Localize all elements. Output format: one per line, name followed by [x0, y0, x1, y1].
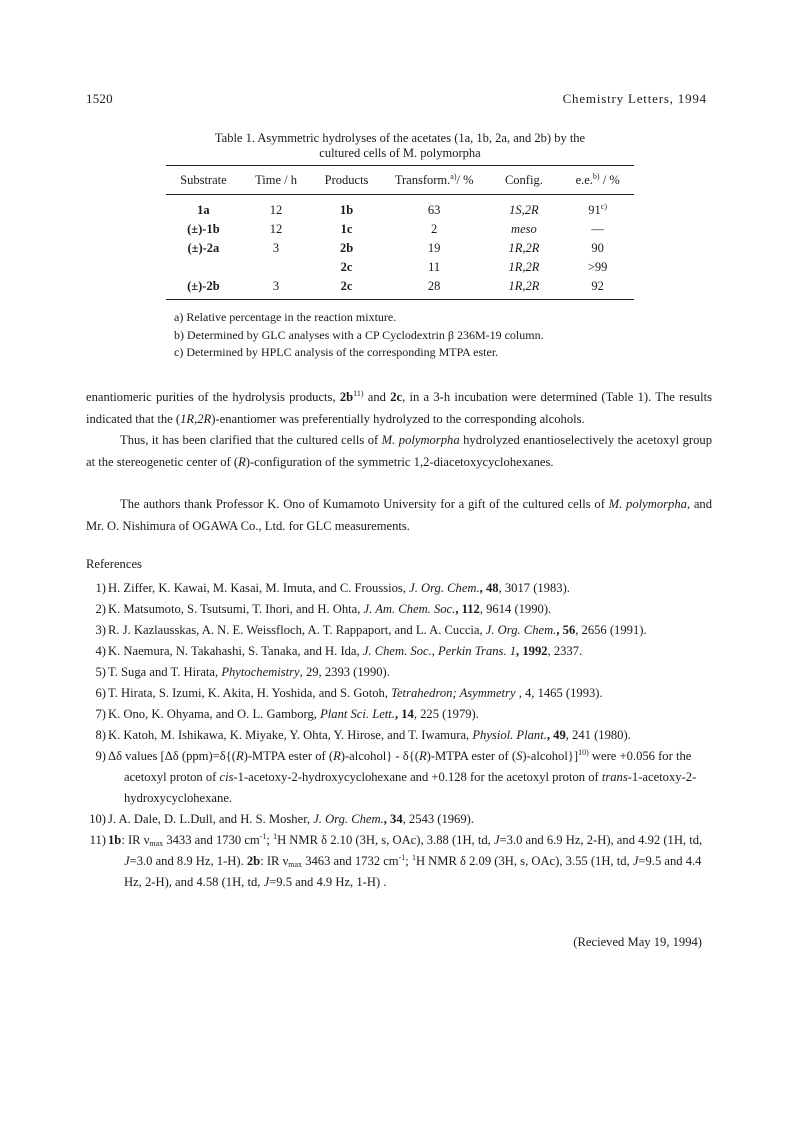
reference-item — [86, 809, 712, 830]
col-ee-label: e.e. — [575, 173, 593, 187]
reference-item — [86, 620, 712, 641]
text-run: H NMR δ 2.09 (3H, s, OAc), 3.55 (1H, td, — [415, 854, 633, 868]
reference-number: 3) — [95, 623, 106, 637]
text-run: -1 — [259, 832, 267, 841]
stereo-descriptor: R — [238, 454, 246, 469]
text-run: trans — [601, 770, 628, 784]
reference-text — [108, 599, 712, 620]
col-transform-unit: / % — [456, 173, 474, 187]
text-run: =9.5 and 4.9 Hz, 1-H) . — [269, 875, 387, 889]
text-run: K. Ono, K. Ohyama, and O. L. Gamborg, — [108, 707, 321, 721]
cell-ee-value: 92 — [591, 279, 604, 293]
text-run: J — [124, 854, 130, 868]
col-ee-note: b) — [592, 172, 600, 181]
reference-item — [86, 725, 712, 746]
reference-number: 4) — [95, 644, 106, 658]
reference-number: 1) — [95, 581, 106, 595]
reference-number: 7) — [95, 707, 106, 721]
text-run: R. J. Kazlausskas, A. N. E. Weissfloch, A. T. Rappaport, and L. A. Cuccia, — [108, 623, 486, 637]
text-run: R — [418, 749, 427, 763]
text-run: -1 — [398, 853, 406, 862]
table-footnote-a: a) Relative percentage in the reaction mixture. — [174, 310, 397, 324]
table-footnote-b: b) Determined by GLC analyses with a CP Cyclodextrin β 236M-19 column. — [174, 327, 544, 342]
acknowledgement — [86, 494, 712, 537]
table-rule-top — [166, 165, 634, 166]
table-caption-line1: Table 1. Asymmetric hydrolyses of the acetates (1a, 1b, 2a, and 2b) by the — [214, 131, 586, 145]
text-run: , 2543 (1969). — [402, 812, 474, 826]
reference-item — [86, 662, 712, 683]
cell-time: 3 — [272, 241, 280, 255]
text-run: =3.0 and 8.9 Hz, 1-H). — [129, 854, 247, 868]
text-run: T. Suga and T. Hirata, — [108, 665, 222, 679]
text-run: hydrolyzed enantioselectively the acetoxyl group at the stereogenetic center of ( — [86, 433, 712, 469]
reference-text — [108, 578, 712, 599]
text-run: J — [263, 875, 270, 889]
text-run: , 29, 2393 (1990). — [299, 665, 390, 679]
cell-time: 12 — [269, 222, 283, 236]
reference-number: 8) — [95, 728, 106, 742]
cell-ee-value: 90 — [591, 241, 604, 255]
text-run: K. Naemura, N. Takahashi, S. Tanaka, and H. Ida, — [108, 644, 363, 658]
text-run: max — [149, 839, 164, 848]
text-run: , and Mr. O. Nishimura of OGAWA Co., Ltd. for GLC measurements. — [86, 497, 713, 533]
text-run: =9.5 and 4.4 Hz, 2-H), and 4.58 (1H, td, — [124, 854, 702, 889]
reference-text — [108, 704, 712, 725]
cell-config: 1S,2R — [509, 203, 539, 217]
volume: , 49 — [546, 728, 566, 742]
cell-transform: 63 — [427, 203, 441, 217]
journal-name: J. Org. Chem. — [409, 581, 480, 595]
text-run: H NMR δ 2.10 (3H, s, OAc), 3.88 (1H, td, — [277, 833, 494, 847]
cell-substrate: (±)-2a — [187, 241, 220, 255]
cell-time: 3 — [272, 279, 280, 293]
reference-item — [86, 746, 712, 809]
citation: 11) — [353, 389, 364, 398]
text-run: : IR ν — [121, 833, 150, 847]
text-run: ; — [266, 833, 274, 847]
paragraph-conclusion — [86, 430, 712, 473]
table-row — [166, 258, 634, 277]
cell-time — [241, 258, 312, 277]
journal-running-head: Chemistry Letters, 1994 — [562, 91, 707, 106]
text-run: Δδ values [Δδ (ppm)=δ{( — [108, 749, 236, 763]
cell-substrate: (±)-1b — [187, 222, 220, 236]
volume: , 56 — [556, 623, 576, 637]
col-time: Time / h — [255, 173, 297, 187]
text-run: T. Hirata, S. Izumi, K. Akita, H. Yoshida, and S. Gotoh, — [108, 686, 392, 700]
cell-product: 1c — [340, 222, 353, 236]
table-caption — [150, 131, 650, 161]
volume: , 1992 — [516, 644, 548, 658]
col-transform — [382, 171, 487, 190]
text-run: K. Matsumoto, S. Tsutsumi, T. Ihori, and H. Ohta, — [108, 602, 364, 616]
text-run: were +0.056 for the acetoxyl proton of — [124, 749, 692, 784]
references-heading: References — [86, 557, 142, 571]
cell-ee — [561, 201, 634, 220]
table-header — [166, 171, 634, 190]
species-name: M. polymorpha — [381, 433, 460, 447]
reference-text — [108, 683, 712, 704]
reference-number: 10) — [89, 812, 106, 826]
references-list — [86, 578, 712, 893]
cell-time: 12 — [269, 203, 283, 217]
table-caption-line2: cultured cells of M. polymorpha — [319, 146, 481, 160]
stereo-descriptor: 1R,2R — [180, 411, 212, 426]
text-run: )-enantiomer was preferentially hydrolyzed to the corresponding alcohols. — [211, 411, 585, 426]
reference-text — [108, 620, 712, 641]
compound-label: 2c — [390, 390, 403, 404]
journal-name: Physiol. Plant. — [472, 728, 547, 742]
text-run: and — [363, 390, 391, 404]
col-config: Config. — [504, 173, 543, 187]
table-rule-bottom — [166, 299, 634, 300]
cell-product: 2c — [340, 279, 353, 293]
text-run: , 225 (1979). — [413, 707, 479, 721]
cell-config: 1R,2R — [508, 279, 540, 293]
text-run: )-MTPA ester of ( — [426, 749, 517, 763]
body-text — [86, 387, 712, 473]
text-run: =3.0 and 6.9 Hz, 2-H), and 4.92 (1H, td, — [499, 833, 703, 847]
text-run: H. Ziffer, K. Kawai, M. Kasai, M. Imuta, and C. Froussios, — [108, 581, 410, 595]
cell-substrate — [166, 258, 241, 277]
text-run: enantiomeric purities of the hydrolysis products, — [86, 390, 340, 404]
reference-text — [108, 809, 712, 830]
volume: , 34 — [383, 812, 403, 826]
text-run: 3433 and 1730 cm — [163, 833, 260, 847]
text-run: )-alcohol} - δ{( — [340, 749, 419, 763]
text-run: max — [288, 860, 303, 869]
table-row — [166, 220, 634, 239]
journal-name: Tetrahedron; Asymmetry — [391, 686, 516, 700]
compound-label: 2b — [339, 390, 354, 404]
cell-ee — [561, 258, 634, 277]
volume: , 112 — [455, 602, 480, 616]
cell-config: 1R,2R — [508, 241, 540, 255]
table-body — [166, 201, 634, 296]
col-products: Products — [324, 173, 369, 187]
reference-item — [86, 704, 712, 725]
cell-transform: 11 — [428, 260, 441, 274]
cell-substrate: 1a — [197, 203, 210, 217]
text-run: R — [235, 749, 244, 763]
cell-config: 1R,2R — [508, 260, 540, 274]
text-run: The authors thank Professor K. Ono of Kumamoto University for a gift of the cultured cells of — [120, 497, 609, 511]
text-run: , 9614 (1990). — [479, 602, 552, 616]
cell-ee-value: >99 — [587, 260, 608, 274]
text-run: , 241 (1980). — [565, 728, 631, 742]
cell-ee — [561, 220, 634, 239]
text-run: , in a 3-h incubation were determined (Table 1). The results indicated that the ( — [86, 390, 712, 426]
journal-name: J. Org. Chem. — [485, 623, 557, 637]
volume: , 48 — [479, 581, 499, 595]
table-row — [166, 201, 634, 220]
text-run: , 4, 1465 (1993). — [515, 686, 603, 700]
text-run: 1 — [411, 853, 416, 862]
reference-text — [108, 725, 712, 746]
reference-text — [108, 830, 712, 893]
cell-ee-value: — — [591, 222, 604, 236]
journal-name: Plant Sci. Lett. — [320, 707, 395, 721]
text-run: 3463 and 1732 cm — [302, 854, 399, 868]
text-run: )-configuration of the symmetric 1,2-diacetoxycyclohexanes. — [245, 454, 554, 469]
reference-number: 6) — [95, 686, 106, 700]
col-ee — [561, 171, 634, 190]
paragraph-results — [86, 387, 712, 430]
journal-name: J. Am. Chem. Soc. — [363, 602, 456, 616]
col-transform-label: Transform. — [394, 173, 451, 187]
cell-transform: 19 — [427, 241, 441, 255]
cell-ee — [561, 239, 634, 258]
text-run: Thus, it has been clarified that the cultured cells of — [120, 433, 382, 447]
text-run: , 2337. — [547, 644, 583, 658]
journal-name: J. Chem. Soc., Perkin Trans. 1 — [362, 644, 517, 658]
text-run: 1 — [273, 832, 278, 841]
table-footnote-c: c) Determined by HPLC analysis of the corresponding MTPA ester. — [174, 345, 499, 359]
reference-number: 5) — [95, 665, 106, 679]
reference-number: 11) — [89, 833, 106, 847]
reference-text — [108, 641, 712, 662]
cell-transform: 2 — [431, 222, 438, 236]
text-run: )-alcohol}] — [522, 749, 579, 763]
col-transform-note: a) — [450, 172, 457, 181]
text-run: cis — [219, 770, 234, 784]
table-footnotes — [174, 309, 544, 362]
text-run: R — [333, 749, 341, 763]
text-run: -1-acetoxy-2-hydroxycyclohexane and +0.128 for the acetoxyl proton of — [233, 770, 602, 784]
table-rule-mid — [166, 194, 634, 195]
cell-ee-value: 91 — [588, 203, 601, 217]
text-run: J — [493, 833, 500, 847]
cell-config: meso — [511, 222, 537, 236]
text-run: J. A. Dale, D. L.Dull, and H. S. Mosher, — [108, 812, 314, 826]
reference-text — [108, 662, 712, 683]
cell-transform: 28 — [427, 279, 441, 293]
text-run: ; — [405, 854, 412, 868]
reference-text — [108, 746, 712, 809]
text-run: )-MTPA ester of ( — [243, 749, 334, 763]
volume: , 14 — [394, 707, 414, 721]
cell-ee — [561, 277, 634, 296]
citation: 10) — [578, 748, 589, 757]
table-header-row — [166, 171, 634, 190]
text-run: -1-acetoxy-2-hydroxycyclohexane. — [124, 770, 697, 805]
table-row — [166, 239, 634, 258]
cell-product: 2b — [339, 241, 354, 255]
cell-substrate: (±)-2b — [187, 279, 220, 293]
received-date: (Recieved May 19, 1994) — [573, 935, 702, 949]
page-number: 1520 — [86, 91, 113, 106]
text-run: S — [516, 749, 523, 763]
text-run: , 3017 (1983). — [498, 581, 570, 595]
col-substrate: Substrate — [180, 173, 227, 187]
reference-item — [86, 578, 712, 599]
table-row — [166, 277, 634, 296]
reference-item — [86, 641, 712, 662]
compound-label: 2b — [246, 854, 261, 868]
reference-number: 2) — [95, 602, 106, 616]
cell-product: 1b — [339, 203, 354, 217]
cell-product: 2c — [340, 260, 353, 274]
reference-number: 9) — [95, 749, 106, 763]
text-run: : IR ν — [260, 854, 289, 868]
journal-name: J. Org. Chem. — [313, 812, 384, 826]
text-run: J — [632, 854, 639, 868]
journal-name: Phytochemistry — [221, 665, 300, 679]
reference-item — [86, 599, 712, 620]
col-ee-unit: / % — [599, 173, 620, 187]
reference-item — [86, 683, 712, 704]
compound-label: 1b — [108, 833, 122, 847]
text-run: , 2656 (1991). — [575, 623, 647, 637]
species-name: M. polymorpha — [608, 497, 687, 511]
reference-item — [86, 830, 712, 893]
cell-ee-note: c) — [600, 202, 607, 211]
text-run: K. Katoh, M. Ishikawa, K. Miyake, Y. Ohta, Y. Hirose, and T. Iwamura, — [108, 728, 473, 742]
